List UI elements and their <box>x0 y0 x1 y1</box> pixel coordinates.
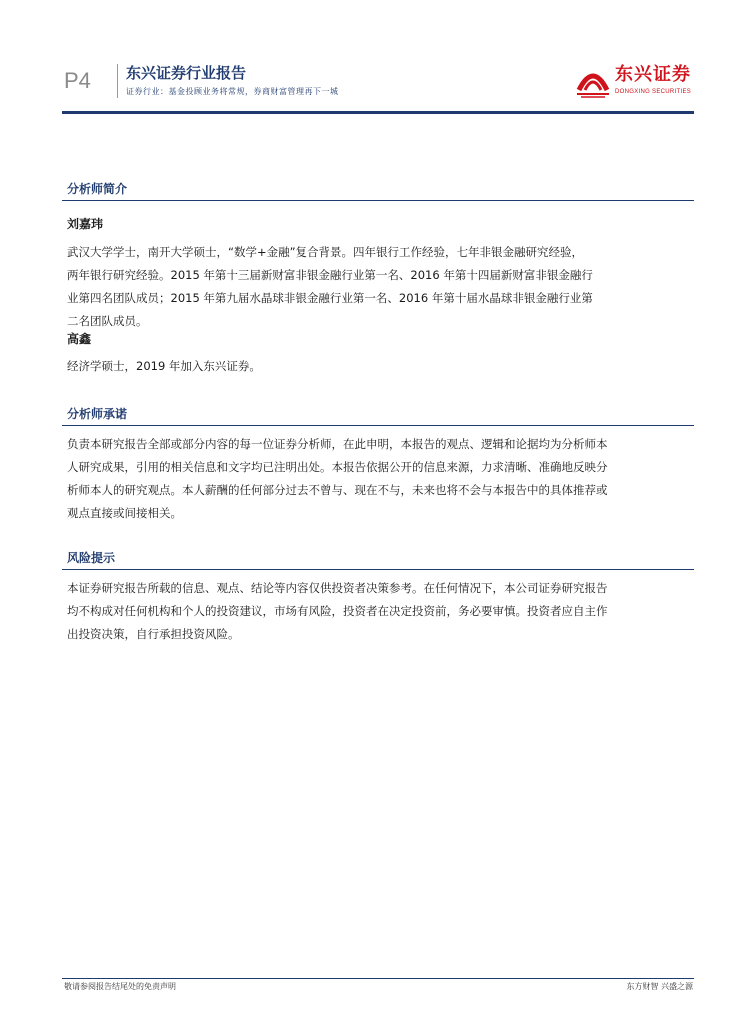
text-line: 出投资决策，自行承担投资风险。 <box>67 627 240 641</box>
header-divider <box>117 64 118 98</box>
footer-slogan: 东方财智 兴盛之源 <box>626 982 693 991</box>
logo-name: 东兴证券 <box>615 64 691 85</box>
analyst-name: 高鑫 <box>67 332 92 346</box>
bio-line: 武汉大学学士，南开大学硕士，“数学+金融”复合背景。四年银行工作经验，七年非银金融研究经验， <box>67 245 584 259</box>
section-rule <box>62 200 694 201</box>
text-line: 负责本研究报告全部或部分内容的每一位证券分析师，在此申明，本报告的观点、逻辑和论据均为分析师本 <box>67 437 608 451</box>
report-subtitle: 证券行业：基金投顾业务将常规，券商财富管理再下一城 <box>126 87 339 96</box>
bio-line: 两年银行研究经验。2015 年第十三届新财富非银金融行业第一名、2016 年第十四届新财富非银金融行 <box>67 268 593 282</box>
section-rule <box>62 425 694 426</box>
analyst-bio <box>67 241 695 333</box>
section-title-analyst-commitment: 分析师承诺 <box>67 407 128 421</box>
text-line: 均不构成对任何机构和个人的投资建议，市场有风险，投资者在决定投资前，务必要审慎。投资者应自主作 <box>67 604 608 618</box>
section-title-analyst-intro: 分析师简介 <box>67 182 128 196</box>
risk-warning-text <box>67 577 695 646</box>
section-rule <box>62 569 694 570</box>
text-line: 观点直接或间接相关。 <box>67 506 182 520</box>
bio-line: 经济学硕士，2019 年加入东兴证券。 <box>67 359 261 373</box>
bio-line: 二名团队成员。 <box>67 314 148 328</box>
logo-name-en: DONGXING SECURITIES <box>615 89 692 95</box>
footer-rule <box>62 978 694 979</box>
section-title-risk-warning: 风险提示 <box>67 551 116 565</box>
page-header <box>0 0 755 118</box>
commitment-text <box>67 433 695 525</box>
text-line: 本证券研究报告所载的信息、观点、结论等内容仅供投资者决策参考。在任何情况下，本公司证券研究报告 <box>67 581 608 595</box>
text-line: 析师本人的研究观点。本人薪酬的任何部分过去不曾与、现在不与，未来也将不会与本报告中的具体推荐或 <box>67 483 608 497</box>
company-logo <box>575 64 700 100</box>
footer-disclaimer-note: 敬请参阅报告结尾处的免责声明 <box>64 982 176 991</box>
analyst-name: 刘嘉玮 <box>67 217 104 231</box>
report-title: 东兴证券行业报告 <box>126 64 247 82</box>
text-line: 人研究成果，引用的相关信息和文字均已注明出处。本报告依据公开的信息来源，力求清晰、准确地反映分 <box>67 460 608 474</box>
bio-line: 业第四名团队成员；2015 年第九届水晶球非银金融行业第一名、2016 年第十届水晶球非银金融行业第 <box>67 291 593 305</box>
logo-emblem-icon <box>575 66 611 98</box>
header-rule <box>62 111 694 114</box>
page-number: P4 <box>64 68 91 93</box>
analyst-bio <box>67 355 695 378</box>
